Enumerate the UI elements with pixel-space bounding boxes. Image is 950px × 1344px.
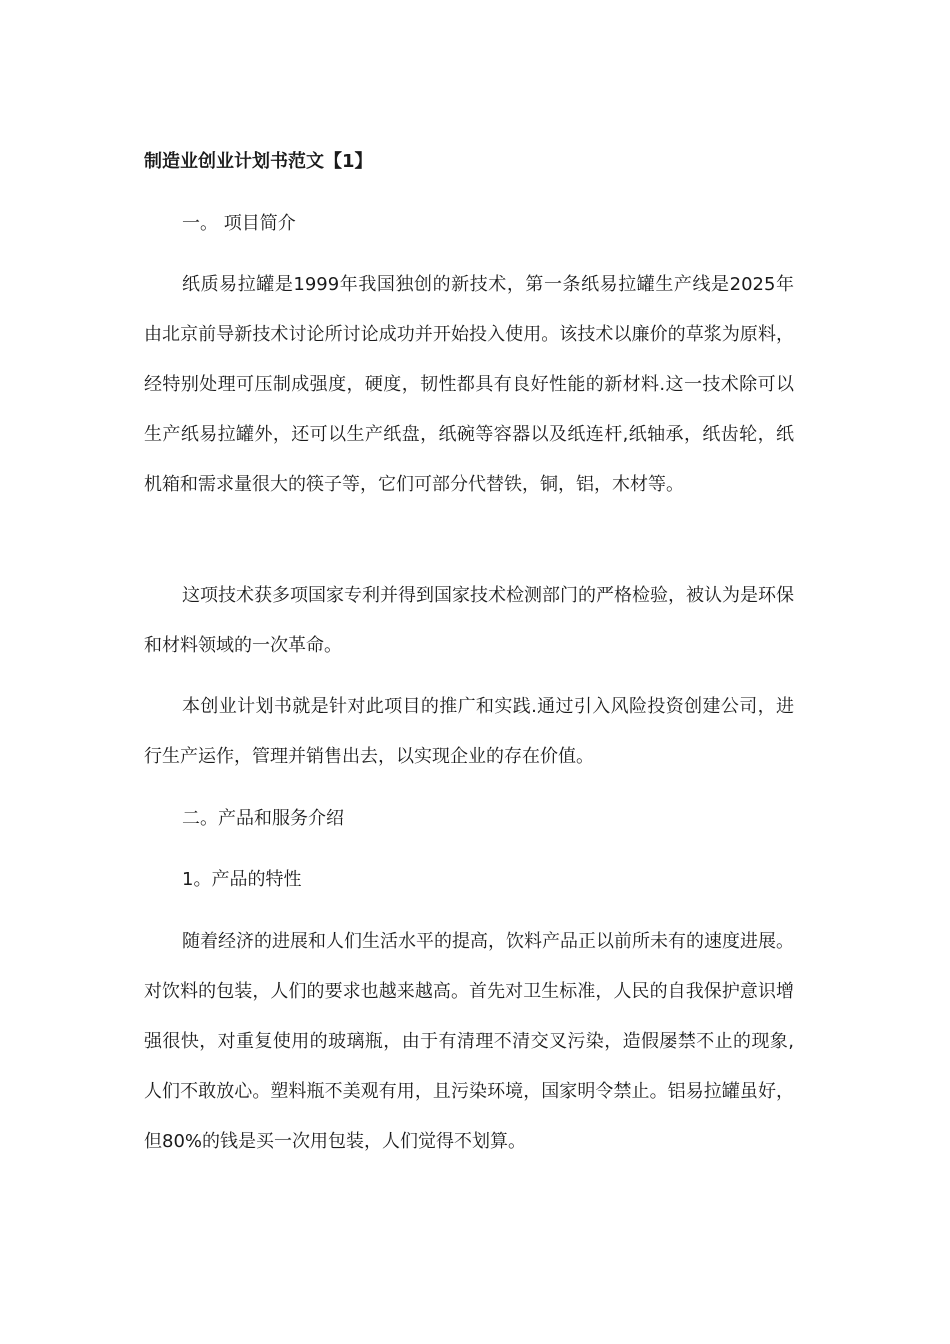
section-heading-project-intro: 一。 项目简介	[182, 213, 296, 234]
paragraph-technology-intro: 纸质易拉罐是1999年我国独创的新技术，第一条纸易拉罐生产线是2025年由北京前导新技术讨论所讨论成功并开始投入使用。该技术以廉价的草浆为原料，经特别处理可压制成强度，硬度，韧性都具有良好性能的新材料.这一技术除可以生产纸易拉罐外，还可以生产纸盘，纸碗等容器以及纸连杆,纸轴承，纸齿轮，纸机箱和需求量很大的筷子等，它们可部分代替铁，铜，铝，木材等。	[144, 274, 794, 495]
subsection-heading-product-features: 1。产品的特性	[182, 869, 302, 890]
paragraph-plan-purpose: 本创业计划书就是针对此项目的推广和实践.通过引入风险投资创建公司，进行生产运作，管理并销售出去，以实现企业的存在价值。	[144, 696, 794, 767]
paragraph-market-background: 随着经济的进展和人们生活水平的提高，饮料产品正以前所未有的速度进展。对饮料的包装，人们的要求也越来越高。首先对卫生标准，人民的自我保护意识增强很快，对重复使用的玻璃瓶，由于有清理不清交叉污染，造假屡禁不止的现象,人们不敢放心。塑料瓶不美观有用，且污染环境，国家明令禁止。铝易拉罐虽好，但80%的钱是买一次用包装，人们觉得不划算。	[144, 931, 794, 1152]
paragraph-patents: 这项技术获多项国家专利并得到国家技术检测部门的严格检验，被认为是环保和材料领域的一次革命。	[144, 585, 794, 656]
section-heading-products-services: 二。产品和服务介绍	[182, 808, 344, 829]
document-title: 制造业创业计划书范文【1】	[144, 151, 373, 172]
